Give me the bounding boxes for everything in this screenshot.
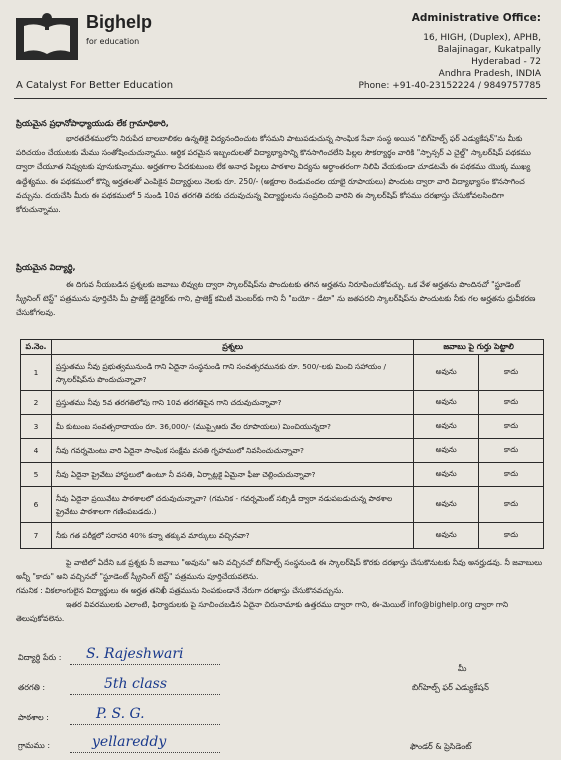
answer-no-option[interactable]: కాదు xyxy=(479,487,544,523)
salutation-headmaster: ప్రియమైన ప్రధానోపాధ్యాయుడు లేక గ్రామాధికారి, xyxy=(16,118,169,128)
answer-no-option[interactable]: కాదు xyxy=(479,415,544,439)
office-address-block xyxy=(358,12,541,92)
signature-title: ఫౌండర్ & ప్రెసిడెంట్ xyxy=(410,742,472,751)
row-question: నీవు ఏదైనా ప్రయివేటు పాఠశాలలో చదువుచున్నావా? (గమనిక - గవర్నమెంట్ సబ్సిడీ ద్వారా నడుపబడుచున్న పాఠశాల ప్రైవేటు పాఠశాలగా గణింపబడదు.) xyxy=(51,487,413,523)
answer-no-option[interactable]: కాదు xyxy=(479,523,544,549)
office-line: Balajinagar, Kukatpally xyxy=(437,45,541,55)
office-phone: Phone: +91-40-23152224 / 9849757785 xyxy=(358,81,541,91)
row-question: ప్రస్తుతము నీవు 5వ తరగతిలోపు గాని 10వ తరగతిపైన గాని చదువుచున్నావా? xyxy=(51,391,413,415)
table-row xyxy=(21,439,544,463)
answer-no-option[interactable]: కాదు xyxy=(479,463,544,487)
row-question: మీ కుటుంబ సంవత్సరాదాయం రూ. 36,000/- (ముప్పైఆరు వేల రూపాయలు) మించియున్నదా? xyxy=(51,415,413,439)
table-row xyxy=(21,355,544,391)
student-name-line xyxy=(70,664,220,665)
col-header-answer: జవాబు పై గుర్తు పెట్టాలి xyxy=(414,340,544,355)
intro-paragraph: భారతదేశములోని నిరుపేద బాలబాలికల ఉన్నతికై విద్యనందించుట కోసమని పాటుపడుచున్న సాంఘిక సేవా సంస్థ అయిన "బిగ్‌హెల్ప్ ఫర్ ఎడ్యుకేషన్"ను మీకు పరిచయం చేయుటకు మేము సంతోషించుచున్నాము. ఆర్థిక పరమైన ఇబ్బందులతో విద్యాభ్యాసాన్ని కొనసాగించలేని పిల్లల సౌకర్యార్థం వారికి "స్పాన్సర్ ఎ చైల్డ్" స్కాలర్‌షిప్ పథకము ద్వారా చేయూత నివ్వుటకు పూనుకున్నాము. అర్హతగాల పేదకుటుంబ లేక అనాధ పిల్లలు పాఠశాల విద్యను అర్ధాంతరంగా నిలిపి వేయకుండా చూడటమే ఈ పథకము యొక్క ముఖ్య ఉద్దేశ్యము. ఈ పథకములో కొన్ని అర్హతలతో ఎంపికైన విద్యార్థులు నెలకు రూ. 250/- (అక్షరాల రెండువందల యాభై రూపాయలు) పొందుట ద్వారా వారి విద్యాభ్యాసం కొనసాగించ వచ్చును. దయచేసి మీరు ఈ పథకములో 5 నుండి 10వ తరగతి వరకు చదువుచున్న విద్యార్థులను సంప్రదించి వారిని ఈ స్కాలర్‌షిప్ కోసము దరఖాస్తు చేసుకోవలసిందిగా కోరుచున్నాము. xyxy=(16,134,531,215)
table-row xyxy=(21,415,544,439)
class-line xyxy=(70,694,220,695)
office-title: Administrative Office: xyxy=(411,12,541,24)
signature-org: బిగ్‌హెల్ప్ ఫర్ ఎడ్యుకేషన్ xyxy=(412,683,489,692)
answer-yes-option[interactable]: అవును xyxy=(414,355,479,391)
village-value[interactable]: yellareddy xyxy=(92,734,167,750)
salutation-student: ప్రియమైన విద్యార్థి, xyxy=(16,262,76,272)
class-value[interactable]: 5th class xyxy=(104,676,168,692)
answer-yes-option[interactable]: అవును xyxy=(414,439,479,463)
table-row xyxy=(21,391,544,415)
note-text: గమనిక : వికలాంగులైన విద్యార్థులు ఈ అర్హత తనిఖీ పత్రమును నింపకుండానే నేరుగా దరఖాస్తు చేసుకొనవచ్చును. xyxy=(16,586,344,595)
answer-no-option[interactable]: కాదు xyxy=(479,391,544,415)
answer-yes-option[interactable]: అవును xyxy=(414,415,479,439)
eligibility-questions-table xyxy=(20,339,544,549)
student-name-value[interactable]: S. Rajeshwari xyxy=(86,646,184,662)
student-paragraph: ఈ దిగువ నీయబడిన ప్రశ్నలకు జవాబు లివ్వుట ద్వారా స్కాలర్‌షిప్‌ను పొందుటకు తగిన అర్హతను నిరూపించుకోవచ్చు. ఒక వేళ అర్హతను పొందినచో "స్టూడెంట్ స్క్రీనింగ్ టెస్ట్" పత్రమును పూర్తిచేసి మీ ప్రాజెక్ట్ డైరెక్టర్‌కు గాని, ప్రాజెక్ట్ కమిటీ మెంబర్‌కు గాని నీ "బయో - డేటా" ను జతపరచి స్కాలర్‌షిప్‌ను పొందుటకు నీకు గల అర్హతను ధ్రువీకరణ చేసుకోగలవు. xyxy=(16,280,536,318)
answer-yes-option[interactable]: అవును xyxy=(414,463,479,487)
brand-subtitle: for education xyxy=(86,37,140,46)
header-divider xyxy=(14,98,547,99)
row-number: 3 xyxy=(21,415,52,439)
brand-name: Bighelp xyxy=(86,12,152,32)
label-class: తరగతి : xyxy=(18,683,46,692)
answer-yes-option[interactable]: అవును xyxy=(414,391,479,415)
bighelp-book-logo-icon xyxy=(16,10,82,62)
answer-no-option[interactable]: కాదు xyxy=(479,355,544,391)
row-number: 5 xyxy=(21,463,52,487)
table-header-row xyxy=(21,340,544,355)
office-line: Hyderabad - 72 xyxy=(471,57,541,67)
row-number: 2 xyxy=(21,391,52,415)
school-line xyxy=(70,724,220,725)
tagline: A Catalyst For Better Education xyxy=(16,80,174,91)
label-school: పాఠశాల : xyxy=(18,713,49,722)
row-question: నీవు గవర్నమెంటు వారి ఏదైనా సాంఘిక సంక్షేమ వసతి గృహములో నివసించుచున్నావా? xyxy=(51,439,413,463)
answer-no-option[interactable]: కాదు xyxy=(479,439,544,463)
closing-word: మీ xyxy=(458,664,467,673)
village-line xyxy=(70,752,220,753)
row-number: 6 xyxy=(21,487,52,523)
row-number: 4 xyxy=(21,439,52,463)
row-question: ప్రస్తుతము నీవు ప్రభుత్వమునుండి గాని ఏదైనా సంస్థనుండి గాని సంవత్సరమునకు రూ. 500/-లకు మించి సహాయం / స్కాలర్‌షిప్‌ను పొందుచున్నావా? xyxy=(51,355,413,391)
table-row xyxy=(21,463,544,487)
row-number: 7 xyxy=(21,523,52,549)
label-village: గ్రామము : xyxy=(18,741,51,750)
school-value[interactable]: P. S. G. xyxy=(96,706,145,722)
ineligibility-paragraph: పై వాటిలో ఏదేని ఒక ప్రశ్నకు నీ జవాబు "అవును" అని వచ్చినచో బిగ్‌హెల్ప్ సంస్థనుండి ఈ స్కాలర్‌షిప్ కొరకు దరఖాస్తు చేసుకొనుటకు నీవు అనర్హుడవు. నీ జవాబులు అన్నీ "కాదు" అని వచ్చినచో "స్టూడెంట్ స్క్రీనింగ్ టెస్ట్" పత్రమును పూర్తిచేయవలెను. xyxy=(16,558,543,582)
row-number: 1 xyxy=(21,355,52,391)
col-header-number: ప.నెం. xyxy=(21,340,52,355)
contact-paragraph: ఇతర వివరములకు ఎలాంటి, ఫిర్యాదులకు పై సూచించబడిన ఏదైనా చిరునామాకు ఉత్తరము ద్వారా గాని, ఈ-మెయిల్ info@bighelp.org ద్వారా గాని తెలుపుకోవలెను. xyxy=(16,600,509,624)
answer-yes-option[interactable]: అవును xyxy=(414,487,479,523)
table-row xyxy=(21,487,544,523)
office-line: 16, HIGH, (Duplex), APHB, xyxy=(423,33,541,43)
office-line: Andhra Pradesh, INDIA xyxy=(438,69,541,79)
table-row xyxy=(21,523,544,549)
row-question: నీకు గత పరీక్షలో సరాసరి 40% కన్నా తక్కువ మార్కులు వచ్చినవా? xyxy=(51,523,413,549)
col-header-question: ప్రశ్నలు xyxy=(51,340,413,355)
row-question: నీవు ఏదైనా ప్రైవేటు హాస్టలులో ఉంటూ నీ వసతి, ఏర్పాట్లకై ఏమైనా ఫీజు చెల్లించుచున్నావా? xyxy=(51,463,413,487)
label-student-name: విద్యార్థి పేరు : xyxy=(18,653,62,662)
answer-yes-option[interactable]: అవును xyxy=(414,523,479,549)
